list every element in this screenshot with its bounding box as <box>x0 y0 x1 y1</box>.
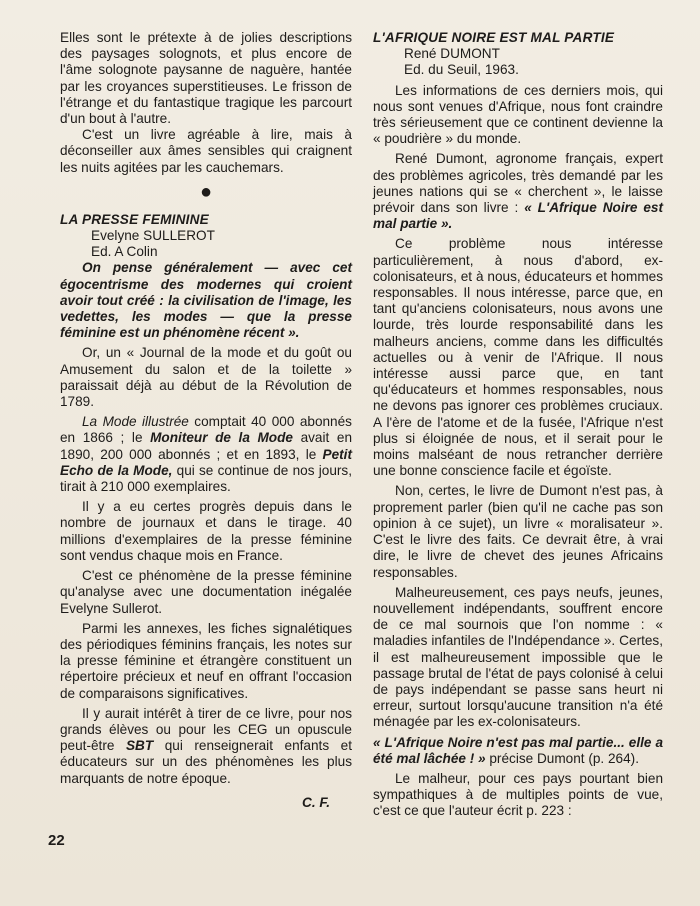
series-name: SBT <box>125 738 154 754</box>
book-publisher: Ed. du Seuil, 1963. <box>404 62 519 78</box>
paragraph: Ce problème nous intéresse particulièrement, à nous d'abord, ex-colonisateurs, et à nous, éducateurs et hommes responsables. Il nous intéresse, parce que, en tant qu'anciens colonisateurs, nous avons une lourde, très lourde responsabilité dans les malheurs anciens, comme dans les difficultés actuelles ou à venir de l'Afrique. Il nous intéresse aussi parce que, en tant qu'éducateurs et hommes responsables, nous ne devons pas ignorer ces problèmes cruciaux. A l'ère de l'atome et de la fusée, l'Afrique n'est plus si éloignée de nous, et il serait pour le moins malséant de nous retrancher derrière une bonne conscience facile et égoïste. <box>373 236 663 479</box>
paragraph: C'est ce phénomène de la presse féminine qu'analyse avec une documentation inégalée Evelyne Sullerot. <box>60 568 352 616</box>
author-quote: « L'Afrique Noire n'est pas mal partie... elle a été mal lâchée ! » <box>373 734 663 766</box>
paragraph: René Dumont, agronome français, expert des problèmes agricoles, très demandé par les jeunes nations qui se « cherchent », le laisse prévoir dans son livre : « L'Afrique Noire est mal partie ». <box>373 151 664 232</box>
review-title: L'AFRIQUE NOIRE EST MAL PARTIE <box>373 30 615 45</box>
paragraph: C'est un livre agréable à lire, mais à déconseiller aux âmes sensibles qui craignent les nuits agitées par les cauchemars. <box>60 127 352 175</box>
paragraph: « L'Afrique Noire n'est pas mal partie... elle a été mal lâchée ! » précise Dumont (p. 264). <box>373 734 663 766</box>
reviewer-signature: C. F. <box>302 794 330 810</box>
paragraph: Les informations de ces derniers mois, qui nous sont venues d'Afrique, nous font craindre très sérieusement que ce continent devienne la « poudrière » du monde. <box>373 82 663 147</box>
paragraph: Non, certes, le livre de Dumont n'est pas, à proprement parler (bien qu'il ne cache pas son opinion à ce sujet), un livre « moralisateur ». C'est le livre des faits. Ce devrait être, à vrai dire, le livre de chevet des jeunes Africains responsables. <box>373 483 663 580</box>
book-title-quote: « L'Afrique Noire est mal partie ». <box>373 200 664 232</box>
review-title: LA PRESSE FEMININE <box>60 211 209 227</box>
paragraph: La Mode illustrée comptait 40 000 abonnés en 1866 ; le Moniteur de la Mode avait en 1890, 200 000 abonnés ; et en 1893, le Petit Echo de la Mode, qui se continue de nos jours, tirait à 210 000 exemplaires. <box>60 414 353 495</box>
section-separator: ● <box>199 180 213 203</box>
book-author: Evelyne SULLEROT <box>91 228 215 244</box>
paragraph: Parmi les annexes, les fiches signalétiques des périodiques féminins français, les notes sur la presse féminine et étrangère constituent un répertoire précieux et neuf en offrant l'occasion de comparaisons significatives. <box>60 620 352 701</box>
page-number: 22 <box>48 832 65 849</box>
right-column <box>373 30 663 820</box>
paragraph: Or, un « Journal de la mode et du goût ou Amusement du salon et de la toilette » paraissait déjà au début de la Révolution de 1789. <box>60 345 352 410</box>
paragraph: Il y aurait intérêt à tirer de ce livre, pour nos grands élèves ou pour les CEG un opuscule peut-être SBT qui renseignerait enfants et éducateurs sur un des phénomènes les plus marquants de notre époque. <box>60 705 353 786</box>
paragraph: Malheureusement, ces pays neufs, jeunes, nouvellement indépendants, souffrent encore de ce mal sournois que l'on nomme : « maladies infantiles de l'Indépendance ». Certes, il est malheureusement impossible que le passage brutal de l'état de pays colonisé à celui de pays indépendant se passe sans heurt ni erreur, surtout lorsqu'aucune transition n'a été ménagée par les ex-colonisateurs. <box>373 584 663 730</box>
journal-title: La Mode illustrée <box>82 414 189 430</box>
journal-title: Petit Echo de la Mode, <box>60 446 352 478</box>
paragraph: Il y a eu certes progrès depuis dans le nombre de journaux et dans le tirage. 40 millions d'exemplaires de la presse féminine sont vendus chaque mois en France. <box>60 499 352 563</box>
paragraph: Le malheur, pour ces pays pourtant bien sympathiques à de multiples points de vue, c'est ce que l'auteur écrit p. 223 : <box>373 770 663 819</box>
quoted-paragraph: On pense généralement — avec cet égocentrisme des modernes qui croient avoir tout créé : la civilisation de l'image, les vedettes, les modes — que la presse féminine est un phénomène récent ». <box>60 260 352 341</box>
journal-title: Moniteur de la Mode <box>150 430 293 446</box>
left-column <box>60 30 352 811</box>
paragraph: Elles sont le prétexte à de jolies descriptions des paysages solognots, et plus encore de l'âme solognote paysanne de naguère, hantée par les croyances superstitieuses. Le frisson de l'étrange et du fantastique tragique les parcourt d'un bout à l'autre. <box>60 30 352 127</box>
book-publisher: Ed. A Colin <box>91 244 158 260</box>
book-author: René DUMONT <box>404 46 500 62</box>
